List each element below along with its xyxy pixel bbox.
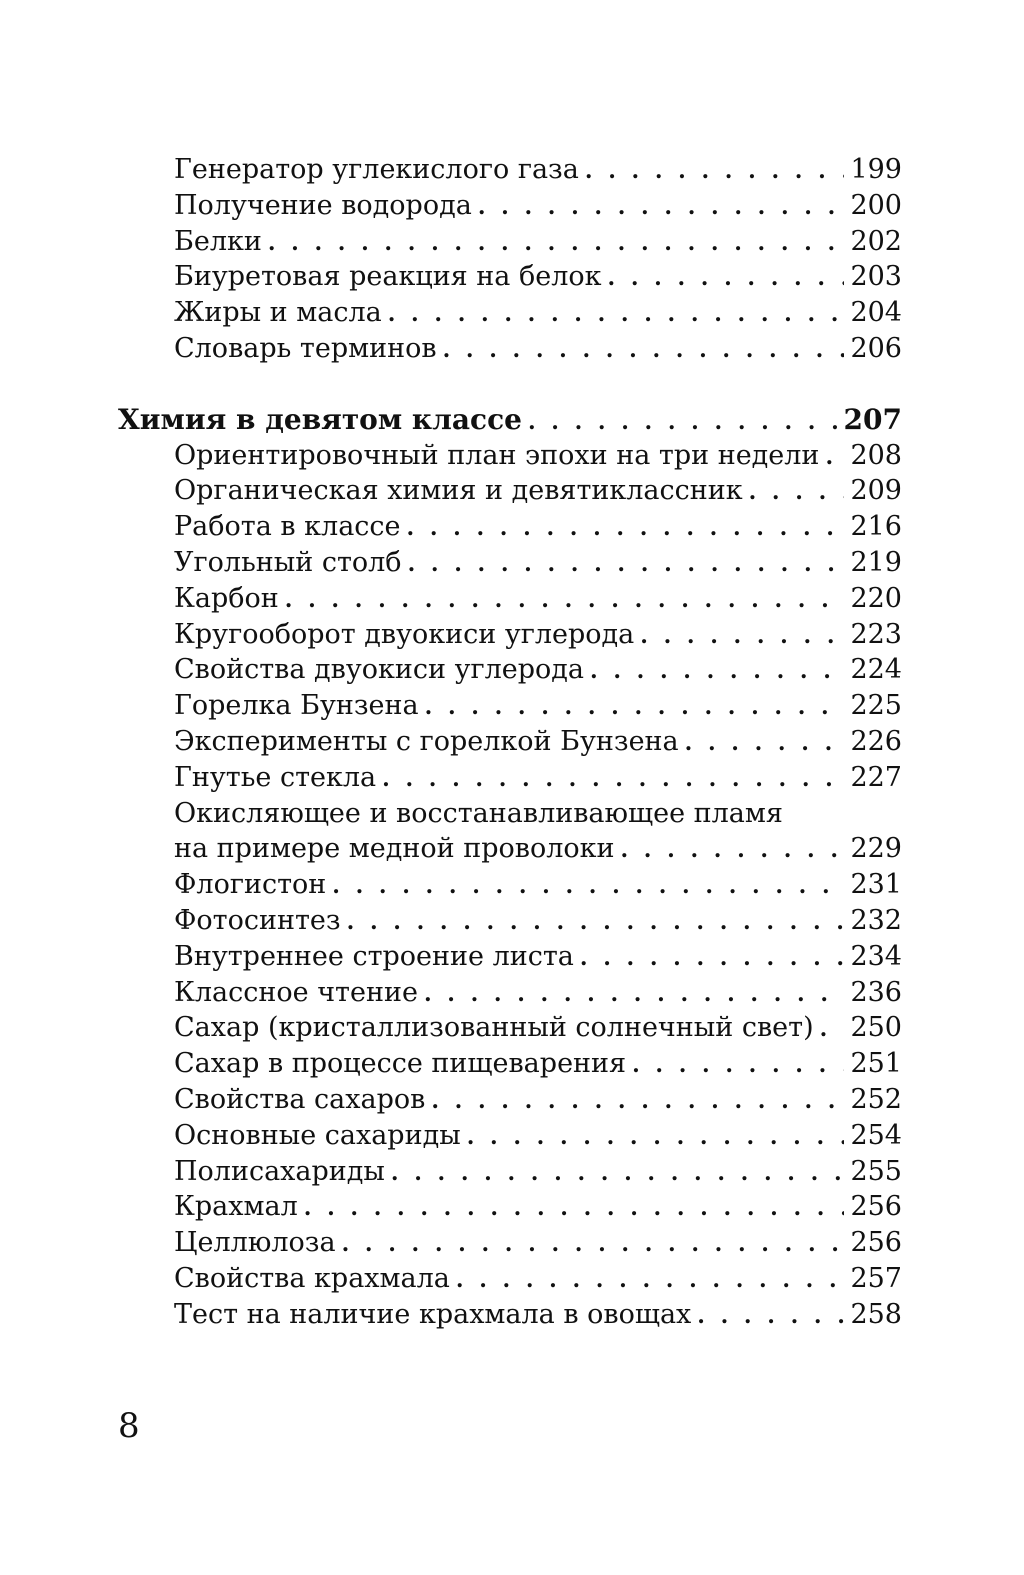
toc-entry-title: Ориентировочный план эпохи на три недели [174, 439, 820, 471]
toc-entry-title: Флогистон [174, 869, 327, 901]
toc-entry [118, 259, 902, 295]
toc-entry-page: 236 [850, 976, 902, 1008]
toc-entry [118, 688, 902, 724]
dot-leader [478, 190, 844, 226]
toc-entry [118, 1082, 902, 1118]
toc-entry [118, 438, 902, 474]
toc-entry-page: 204 [850, 297, 902, 329]
toc-entry-page: 227 [850, 761, 902, 793]
toc-entry-page: 256 [850, 1227, 902, 1259]
dot-leader [342, 1227, 844, 1263]
dot-leader [268, 226, 844, 262]
toc-entry-page: 255 [850, 1155, 902, 1187]
toc-entry-page: 206 [850, 332, 902, 364]
toc-entry [118, 1297, 902, 1333]
toc-entry-title: Основные сахариды [174, 1119, 461, 1151]
toc-entry-page: 223 [850, 618, 902, 650]
toc-entry-title: Свойства двуокиси углерода [174, 654, 585, 686]
dot-leader [431, 1084, 844, 1120]
toc-entry [118, 581, 902, 617]
dot-leader [590, 654, 844, 690]
toc-entry [118, 1225, 902, 1261]
toc-entry [118, 760, 902, 796]
dot-leader [424, 977, 844, 1013]
toc-entry [118, 473, 902, 509]
toc-entry-page: 232 [850, 904, 902, 936]
toc-entry-title: Биуретовая реакция на белок [174, 261, 602, 293]
dot-leader [332, 869, 844, 905]
toc-entry-page: 225 [850, 690, 902, 722]
toc-entry-title: Кругооборот двуокиси углерода [174, 618, 635, 650]
toc-entry-page: 200 [850, 189, 902, 221]
toc-entry-title: Гнутье стекла [174, 761, 377, 793]
toc-entry-title: Жиры и масла [174, 297, 382, 329]
toc-entry-page: 226 [850, 725, 902, 757]
toc-entry-title: Фотосинтез [174, 904, 341, 936]
dot-leader [304, 1191, 844, 1227]
toc-entry [118, 152, 902, 188]
toc-entry-title: Внутреннее строение листа [174, 940, 574, 972]
toc-entry [118, 1046, 902, 1082]
toc-entry-title: Тест на наличие крахмала в овощах [174, 1298, 692, 1330]
toc-entry [118, 617, 902, 653]
toc-entry-title: Крахмал [174, 1191, 298, 1223]
toc-entry-page: 220 [850, 582, 902, 614]
toc-entry-page: 224 [850, 654, 902, 686]
toc-entry-page: 219 [850, 546, 902, 578]
toc-entry-title: Целлюлоза [174, 1227, 336, 1259]
dot-leader [347, 905, 844, 941]
dot-leader [382, 762, 844, 798]
toc-entry-page: 208 [850, 439, 902, 471]
toc-entry-title: Получение водорода [174, 189, 472, 221]
dot-leader [285, 583, 844, 619]
dot-leader [580, 941, 844, 977]
toc-entry [118, 224, 902, 260]
toc-entry [118, 331, 902, 367]
toc-entry [118, 939, 902, 975]
dot-leader [749, 475, 844, 511]
toc-entry [118, 545, 902, 581]
toc-entry-title: Генератор углекислого газа [174, 154, 579, 185]
toc-entry-page: 209 [850, 475, 902, 507]
toc-entry-page: 258 [850, 1298, 902, 1330]
toc-entry [118, 1261, 902, 1297]
toc-entry-page: 256 [850, 1191, 902, 1223]
dot-leader [407, 511, 844, 547]
dot-leader [685, 726, 844, 762]
dot-leader [632, 1048, 844, 1084]
toc-section-heading [118, 402, 902, 438]
dot-leader [456, 1263, 844, 1299]
dot-leader [391, 1156, 844, 1192]
toc-entry [118, 796, 902, 832]
toc-entry-title: Карбон [174, 582, 279, 614]
toc-entry [118, 1010, 902, 1046]
toc-entry-page: 199 [850, 154, 902, 185]
toc-entry [118, 867, 902, 903]
dot-leader [467, 1120, 844, 1156]
toc-entry-title: Белки [174, 225, 262, 257]
toc-entry-title: Полисахариды [174, 1155, 385, 1187]
toc-entry [118, 1189, 902, 1225]
toc-entry [118, 831, 902, 867]
toc-entry [118, 295, 902, 331]
toc-entry-page: 251 [850, 1048, 902, 1080]
toc-entry-title: Классное чтение [174, 976, 418, 1008]
dot-leader [425, 690, 844, 726]
toc-entry-title: Горелка Бунзена [174, 690, 419, 722]
dot-leader [640, 619, 844, 655]
toc-entry-page: 202 [850, 225, 902, 257]
toc-entry-title: на примере медной проволоки [174, 833, 615, 865]
dot-leader [528, 405, 838, 441]
toc-entry [118, 188, 902, 224]
toc-entry-page: 234 [850, 940, 902, 972]
toc-entry-page: 229 [850, 833, 902, 865]
toc-entry-page: 250 [850, 1012, 902, 1044]
toc-entry-title: Словарь терминов [174, 332, 437, 364]
toc-entry [118, 1118, 902, 1154]
dot-leader [585, 154, 844, 190]
toc-entry [118, 903, 902, 939]
toc-entry-page: 252 [850, 1083, 902, 1115]
toc-entry-title: Свойства крахмала [174, 1262, 450, 1294]
toc-section-page: 207 [843, 402, 902, 436]
dot-leader [697, 1299, 844, 1335]
dot-leader [620, 833, 844, 869]
toc-entry-title: Эксперименты с горелкой Бунзена [174, 725, 679, 757]
section-spacer [118, 367, 902, 402]
toc-entry-page: 216 [850, 511, 902, 543]
toc-entry-title: Сахар в процессе пищеварения [174, 1048, 627, 1080]
toc-entry-title: Свойства сахаров [174, 1083, 426, 1115]
toc-entry [118, 1154, 902, 1190]
toc-entry [118, 652, 902, 688]
dot-leader [825, 440, 844, 476]
toc-entry-title: Работа в классе [174, 511, 401, 543]
toc-entry-page: 203 [850, 261, 902, 293]
toc-entry-page: 257 [850, 1262, 902, 1294]
toc-entry-title: Органическая химия и девятиклассник [174, 475, 743, 507]
toc-entry-title: Сахар (кристаллизованный солнечный свет) [174, 1012, 814, 1044]
toc-section-title: Химия в девятом классе [118, 402, 522, 436]
table-of-contents [118, 152, 902, 1333]
page-number: 8 [118, 1406, 140, 1446]
toc-entry-page: 231 [850, 869, 902, 901]
toc-entry [118, 724, 902, 760]
dot-leader [388, 297, 844, 333]
dot-leader [820, 1012, 844, 1048]
toc-entry-title: Угольный столб [174, 546, 402, 578]
dot-leader [608, 261, 845, 297]
dot-leader [443, 333, 844, 369]
toc-entry [118, 975, 902, 1011]
toc-entry-page: 254 [850, 1119, 902, 1151]
dot-leader [408, 547, 844, 583]
toc-entry [118, 509, 902, 545]
toc-entry-title: Окисляющее и восстанавливающее пламя [174, 797, 783, 829]
